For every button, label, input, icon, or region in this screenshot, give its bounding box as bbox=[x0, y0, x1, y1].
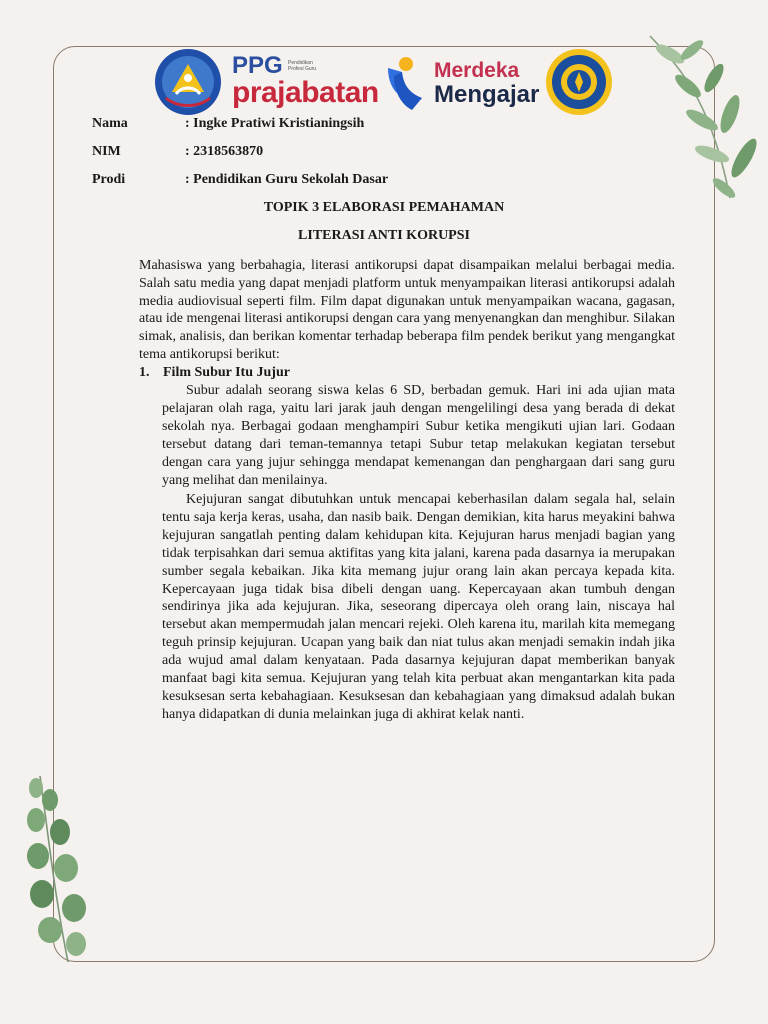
section-heading bbox=[139, 365, 290, 381]
header-logos bbox=[150, 48, 620, 118]
intro-paragraph: Mahasiswa yang berbahagia, literasi antikorupsi dapat disampaikan melalui berbagai media. Salah satu media yang dapat menjadi platform untuk menyampaikan literasi antikorupsi adalah media audiovisual seperti film. Film dapat digunakan untuk menyampaikan wacana, gagasan, atau ide mengenai literasi antikorupsi dengan cara yang menyenangkan dan menghibur. Silakan simak, analisis, dan berikan komentar terhadap beberapa film pendek berikut yang mengangkat tema antikorupsi berikut: bbox=[139, 258, 675, 362]
ppg-prajabatan-logo bbox=[232, 54, 379, 108]
merdeka-text: Merdeka bbox=[434, 59, 520, 82]
mengajar-text: Mengajar bbox=[434, 81, 540, 108]
ppg-logo-top: PPG bbox=[232, 52, 283, 79]
section-title: Film Subur Itu Jujur bbox=[163, 365, 290, 380]
prodi-label: Prodi bbox=[92, 172, 126, 187]
prodi-value: : Pendidikan Guru Sekolah Dasar bbox=[185, 172, 389, 187]
leaf-branch-bottom-left-icon bbox=[18, 772, 98, 966]
tut-wuri-handayani-logo-icon bbox=[152, 48, 224, 116]
name-label: Nama bbox=[92, 116, 128, 131]
nim-label: NIM bbox=[92, 144, 121, 159]
document-title-line2: LITERASI ANTI KORUPSI bbox=[298, 228, 470, 243]
document-title-line1: TOPIK 3 ELABORASI PEMAHAMAN bbox=[263, 200, 505, 215]
name-value: : Ingke Pratiwi Kristianingsih bbox=[185, 116, 365, 131]
ppg-logo-bottom: prajabatan bbox=[232, 76, 379, 109]
body-paragraph-1: Subur adalah seorang siswa kelas 6 SD, berbadan gemuk. Hari ini ada ujian mata pelajaran olah raga, yaitu lari jarak jauh dengan mengelilingi desa yang berada di dekat sekolah nya. Berbagai godaan menghampiri Subur ketika mengikuti ujian lari. Godaan tersebut datang dari teman-temannya tetapi Subur tetap melakukan kegiatan tersebut dengan cara yang jujur sehingga mendapat kemenangan dan penghargaan dari sang guru yang melihat dan menilainya. bbox=[162, 383, 675, 488]
uad-university-seal-icon bbox=[544, 48, 614, 116]
nim-value: : 2318563870 bbox=[185, 144, 264, 159]
section-number: 1. bbox=[139, 365, 150, 380]
merdeka-mengajar-mark-icon bbox=[382, 54, 428, 114]
leaf-branch-top-right-icon bbox=[630, 28, 768, 208]
merdeka-mengajar-text bbox=[434, 60, 539, 108]
ppg-logo-subtitle: Pendidikan Profesi Guru bbox=[288, 60, 317, 72]
body-paragraph-2: Kejujuran sangat dibutuhkan untuk mencapai keberhasilan dalam segala hal, selain tentu saja kerja keras, usaha, dan nasib baik. Dengan demikian, kita harus meyakini bahwa kejujuran sangatlah penting dalam kehidupan kita. Kejujuran harus menjadi bagian yang tidak terpisahkan dari semua aktifitas yang kita jalani, karena pada dasarnya ia merupakan sumber segala kebaikan. Jika kita memang jujur orang lain akan percaya kepada kita. Kepercayaan juga tidak bisa dibeli dengan uang. Kepercayaan akan tumbuh dengan sendirinya jika ada kejujuran. Jika, seseorang dipercaya oleh orang lain, niscaya hal tersebut akan mempermudah jalan mencari rejeki. Oleh karena itu, marilah kita memegang teguh prinsip kejujuran. Ucapan yang baik dan niat tulus akan menjadi semakin indah jika ada wujud amal dalam kenyataan. Pada dasarnya kejujuran dapat memberikan banyak manfaat bagi kita semua. Kejujuran yang telah kita perbuat akan mengantarkan kita pada kesuksesan serta kebahagiaan. Kesuksesan dan kebahagiaan yang dimaksud adalah bukan hanya didapatkan di dunia melainkan juga di akhirat kelak nanti. bbox=[162, 492, 675, 722]
